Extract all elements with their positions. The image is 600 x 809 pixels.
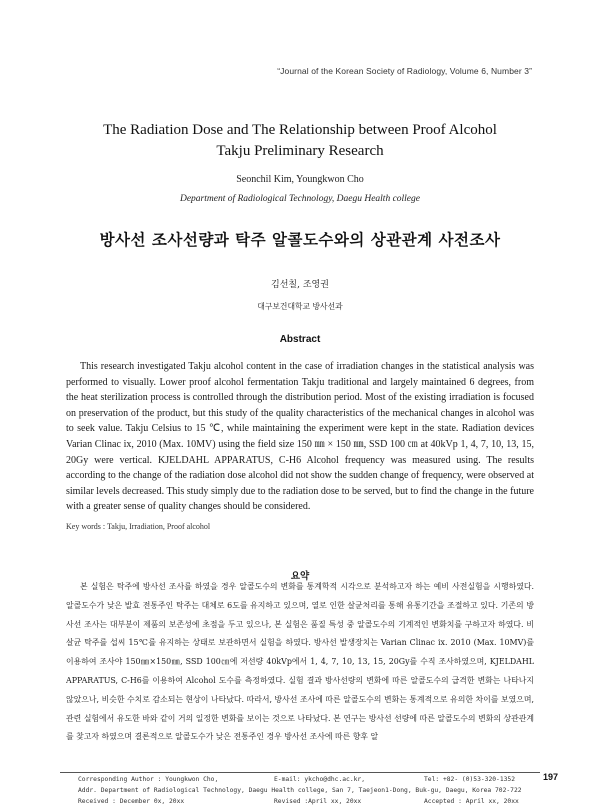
abstract-heading: Abstract: [279, 334, 321, 345]
english-authors: Seonchil Kim, Youngkwon Cho: [236, 174, 364, 185]
footer-corresponding-author: Corresponding Author : Youngkwon Cho,: [78, 776, 219, 783]
korean-authors: 김선칠, 조영권: [271, 280, 329, 290]
footer-accepted: Accepted : April xx, 20xx: [424, 798, 519, 805]
english-title-line-1: The Radiation Dose and The Relationship between Proof Alcohol: [103, 122, 497, 138]
journal-running-header: “Journal of the Korean Society of Radiology, Volume 6, Number 3”: [277, 66, 532, 76]
footer-address: Addr. Department of Radiological Technology, Daegu Health college, San 7, Taejeon1-Dong, Buk-gu, Daegu, Korea 702-722: [78, 787, 522, 794]
english-affiliation: Department of Radiological Technology, Daegu Health college: [179, 194, 420, 204]
korean-abstract-heading: 요약: [290, 571, 310, 582]
english-title: [40, 120, 560, 162]
korean-title: 방사선 조사선량과 탁주 알콜도수와의 상관관계 사전조사: [99, 230, 501, 249]
keywords: Key words : Takju, Irradiation, Proof alcohol: [66, 522, 211, 531]
abstract-body: This research investigated Takju alcohol content in the case of irradiation changes in the statistical analysis was performed to visually. Lower proof alcohol fermentation Takju traditional and largely maintained 6 degrees, from the heat sterilization process is controlled through the distribution period. Most of the existing irradiation is focused on preservation of the product, but this study of the quality characteristics of the mechanical changes in alcohol was to seek value. Takju Celsius to 15 ℃, while maintaining the experiment were kept in the state. Radiation devices Varian Clinac ix, 2010 (Max. 10MV) using the field size 150 ㎜ × 150 ㎜, SSD 100 ㎝ at 40kVp 1, 4, 7, 10, 13, 15, 20Gy were vertical. KJELDAHL APPARATUS, C-H6 Alcohol frequency was measured using. The results according to the change of the radiation dose alcohol did not show the sudden change of frequency, were observed at similar levels decreased. This study simply due to the radiation dose to be served, but to find the change in the future with a greater sense of quality changes should be considered.: [66, 361, 534, 513]
footer-received: Received : December 0x, 20xx: [78, 798, 185, 805]
korean-affiliation: 대구보건대학교 방사선과: [257, 302, 343, 311]
footer-info-box: [60, 772, 540, 809]
korean-abstract-body: 본 실험은 탁주에 방사선 조사를 하였을 경우 알콜도수의 변화를 통계학적 시각으로 분석하고자 하는 예비 사전실험을 시행하였다. 알콜도수가 낮은 발효 전통주인 탁주는 대체로 6도를 유지하고 있으며, 열로 인한 살균처리를 통해 유통기간을 조절하고 있다. 기존의 방사선 조사는 대부분이 제품의 보존성에 초점을 두고 있으나, 본 실험은 품질 특성 중 알콜도수의 기계적인 변화치를 구하고자 하였다. 비살균 탁주를 섭씨 15℃를 유지하는 상태로 보관하면서 실험을 하였다. 방사선 발생장치는 Varian Clinac ix. 2010 (Max. 10MV)를 이용하여 조사야 150㎜×150㎜, SSD 100㎝에 저선량 40kVp에서 1, 4, 7, 10, 13, 15, 20Gy를 수직 조사하였으며, KJELDAHL APPARATUS, C-H6를 이용하여 Alcohol 도수를 측정하였다. 실험 결과 방사선량의 변화에 따른 알콜도수의 급격한 변화는 나타나지 않았으나, 비슷한 수치로 감소되는 현상이 나타났다. 따라서, 방사선 조사에 따른 알콜도수의 변화는 통계적으로 유의한 차이를 보였으며, 관련 실험에서 유도한 바와 같이 거의 일정한 변화를 보이는 것으로 나타났다. 본 연구는 방사선 선량에 따른 알콜도수의 변화의 상관관계를 찾고자 하였으며 결론적으로 알콜도수가 낮은 전통주인 경우 방사선 조사에 따른 향후 알: [66, 582, 534, 742]
footer-email: E-mail: ykcho@dhc.ac.kr,: [274, 776, 365, 783]
footer-revised: Revised :April xx, 20xx: [274, 798, 362, 805]
footer-tel: Tel: +82- (0)53-320-1352: [424, 776, 515, 783]
english-title-line-2: Takju Preliminary Research: [216, 143, 384, 159]
page-number: 197: [542, 772, 558, 782]
